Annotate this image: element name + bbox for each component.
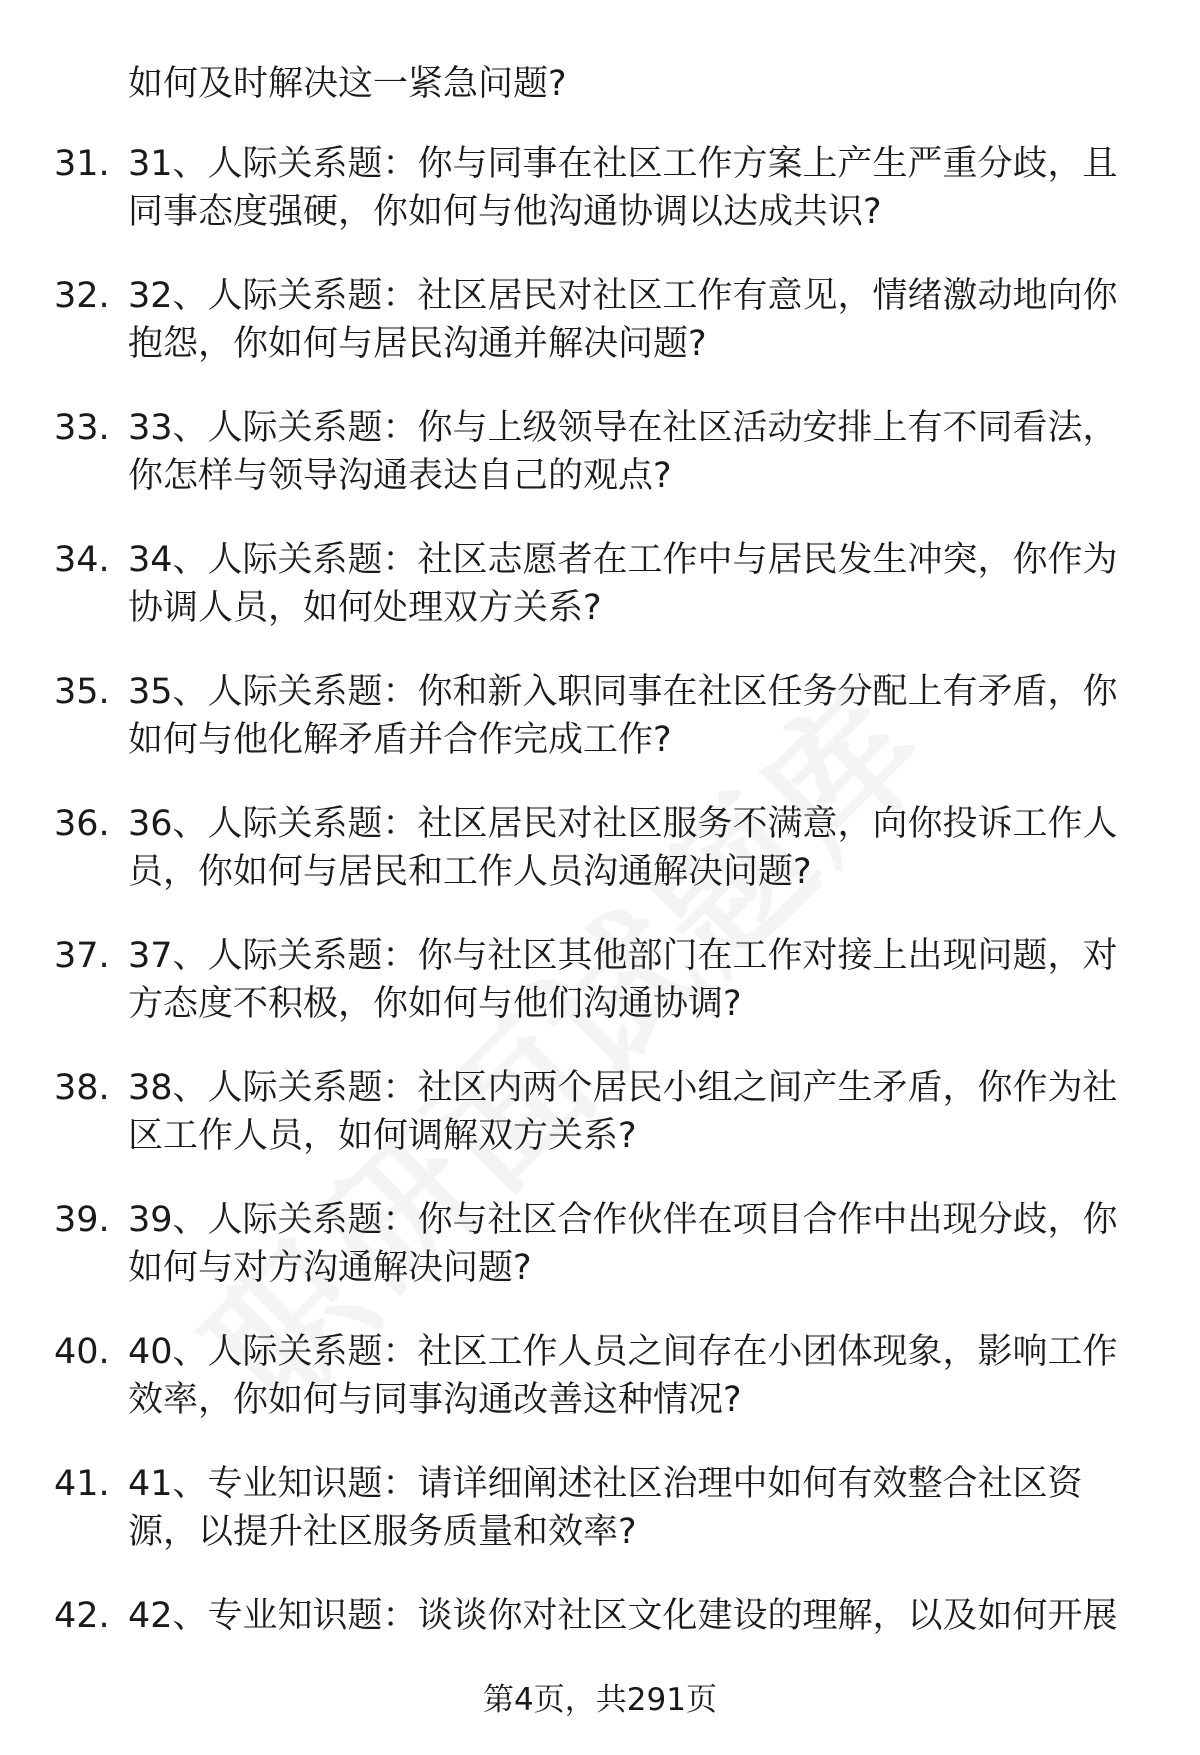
question-item xyxy=(0,140,1200,272)
question-text xyxy=(128,1328,1148,1424)
question-number: 36. xyxy=(54,804,110,844)
question-item xyxy=(0,404,1200,536)
question-line: 34、人际关系题：社区志愿者在工作中与居民发生冲突，你作为 xyxy=(128,540,1118,580)
question-line: 同事态度强硬，你如何与他沟通协调以达成共识? xyxy=(128,192,882,232)
question-line: 41、专业知识题：请详细阐述社区治理中如何有效整合社区资 xyxy=(128,1464,1083,1504)
question-line: 你怎样与领导沟通表达自己的观点? xyxy=(128,456,672,496)
question-item xyxy=(0,1196,1200,1328)
question-number: 39. xyxy=(54,1200,110,1240)
question-text xyxy=(128,1592,1148,1640)
question-line: 协调人员，如何处理双方关系? xyxy=(128,588,602,628)
question-line: 如何与对方沟通解决问题? xyxy=(128,1248,532,1288)
question-list xyxy=(0,140,1200,1724)
question-number: 34. xyxy=(54,540,110,580)
question-line: 32、人际关系题：社区居民对社区工作有意见，情绪激动地向你 xyxy=(128,276,1118,316)
question-text xyxy=(128,1064,1148,1160)
question-text xyxy=(128,140,1148,236)
question-text xyxy=(128,272,1148,368)
question-line: 抱怨，你如何与居民沟通并解决问题? xyxy=(128,324,707,364)
continuation-text: 如何及时解决这一紧急问题? xyxy=(128,64,567,104)
question-number: 32. xyxy=(54,276,110,316)
question-text xyxy=(128,800,1148,896)
question-line: 36、人际关系题：社区居民对社区服务不满意，向你投诉工作人 xyxy=(128,804,1118,844)
question-line: 源，以提升社区服务质量和效率? xyxy=(128,1512,637,1552)
question-line: 33、人际关系题：你与上级领导在社区活动安排上有不同看法， xyxy=(128,408,1118,448)
question-item xyxy=(0,1328,1200,1460)
question-number: 33. xyxy=(54,408,110,448)
question-item xyxy=(0,932,1200,1064)
question-line: 方态度不积极，你如何与他们沟通协调? xyxy=(128,984,742,1024)
question-text xyxy=(128,1460,1148,1556)
question-text xyxy=(128,932,1148,1028)
question-number: 41. xyxy=(54,1464,110,1504)
question-item xyxy=(0,800,1200,932)
question-line: 38、人际关系题：社区内两个居民小组之间产生矛盾，你作为社 xyxy=(128,1068,1118,1108)
question-item xyxy=(0,1064,1200,1196)
question-item xyxy=(0,272,1200,404)
question-line: 31、人际关系题：你与同事在社区工作方案上产生严重分歧，且 xyxy=(128,144,1118,184)
question-number: 35. xyxy=(54,672,110,712)
question-line: 区工作人员，如何调解双方关系? xyxy=(128,1116,637,1156)
question-line: 员，你如何与居民和工作人员沟通解决问题? xyxy=(128,852,812,892)
question-line: 如何与他化解矛盾并合作完成工作? xyxy=(128,720,672,760)
question-line: 35、人际关系题：你和新入职同事在社区任务分配上有矛盾，你 xyxy=(128,672,1118,712)
question-line: 42、专业知识题：谈谈你对社区文化建设的理解，以及如何开展 xyxy=(128,1596,1118,1636)
question-text xyxy=(128,668,1148,764)
question-number: 31. xyxy=(54,144,110,184)
question-text xyxy=(128,1196,1148,1292)
question-line: 40、人际关系题：社区工作人员之间存在小团体现象，影响工作 xyxy=(128,1332,1118,1372)
question-item xyxy=(0,1460,1200,1592)
question-text xyxy=(128,404,1148,500)
question-item xyxy=(0,668,1200,800)
question-number: 37. xyxy=(54,936,110,976)
question-line: 37、人际关系题：你与社区其他部门在工作对接上出现问题，对 xyxy=(128,936,1118,976)
question-number: 40. xyxy=(54,1332,110,1372)
question-text xyxy=(128,536,1148,632)
question-line: 效率，你如何与同事沟通改善这种情况? xyxy=(128,1380,742,1420)
page-footer: 第4页，共291页 xyxy=(483,1682,717,1718)
question-line: 39、人际关系题：你与社区合作伙伴在项目合作中出现分歧，你 xyxy=(128,1200,1118,1240)
question-number: 42. xyxy=(54,1596,110,1636)
question-number: 38. xyxy=(54,1068,110,1108)
question-item xyxy=(0,536,1200,668)
